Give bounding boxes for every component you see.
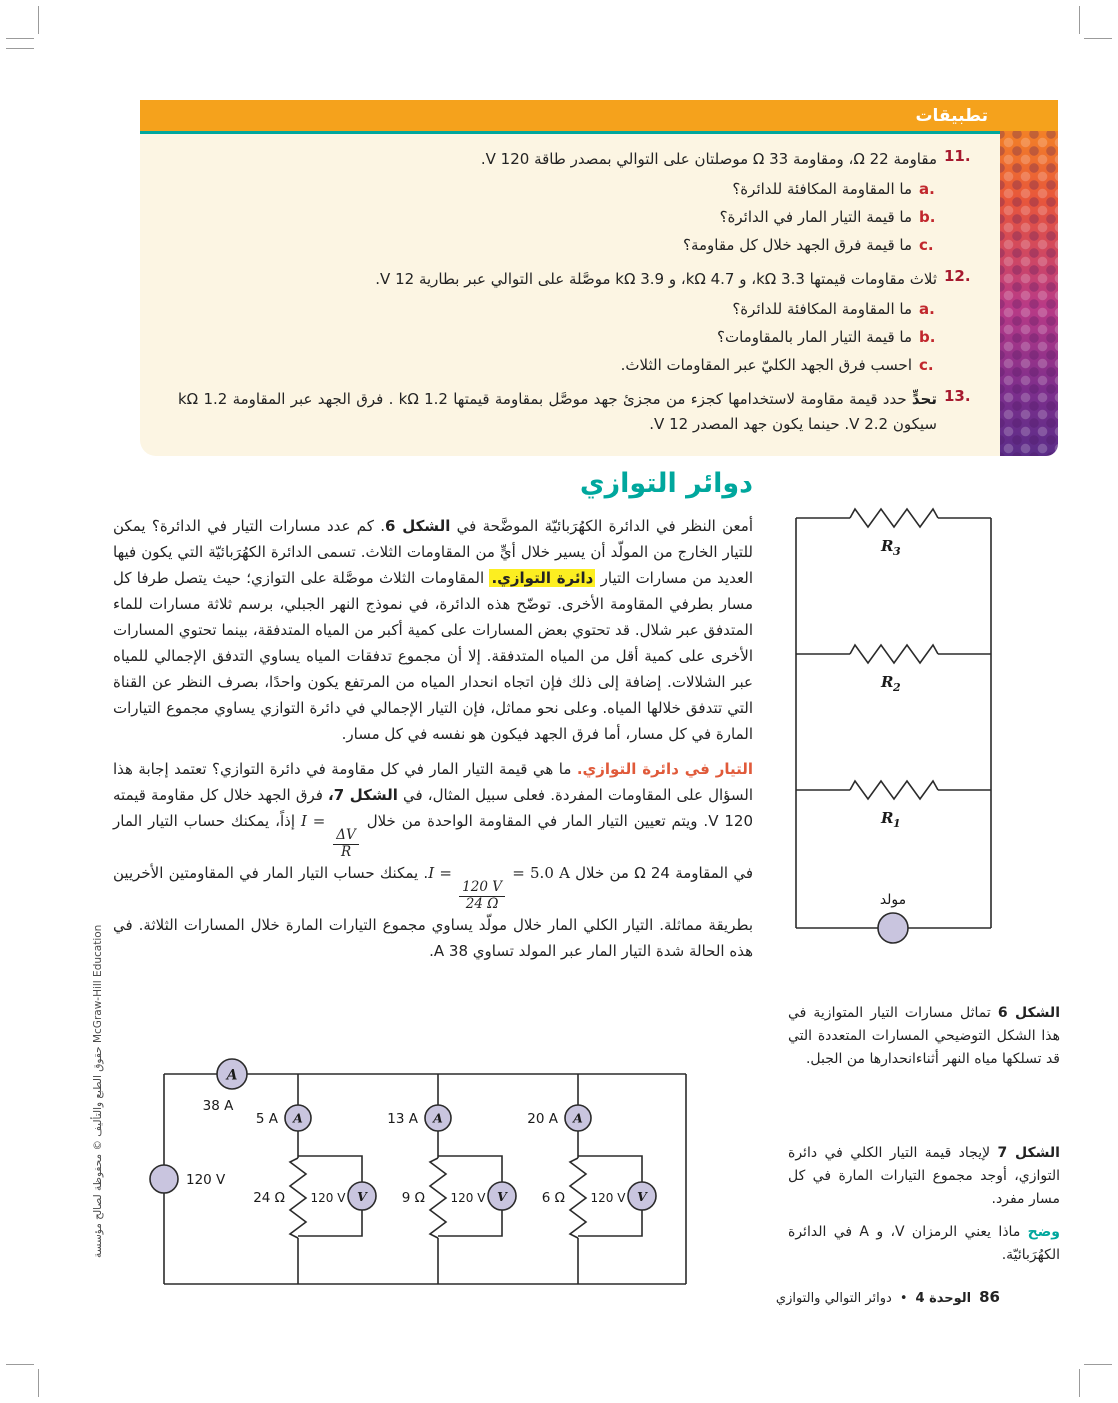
crop-mark <box>38 1369 39 1397</box>
resistor-label: R <box>881 809 894 827</box>
applications-box <box>140 100 1058 456</box>
figure7-caption <box>788 1142 1060 1267</box>
parallel-circuit-diagram <box>786 504 1001 969</box>
decorative-dots-strip <box>1000 100 1058 456</box>
problem-part-c <box>178 234 936 256</box>
equation-lhs: I = <box>428 864 458 883</box>
resistance-label: 9 Ω <box>401 1190 425 1206</box>
crop-mark <box>6 48 34 49</box>
applications-title: تطبيقات <box>915 105 988 126</box>
figure7 <box>146 1046 702 1300</box>
resistor-label: R <box>881 537 894 555</box>
resistor-subscript: 2 <box>893 681 901 694</box>
part-label: b. <box>919 328 936 346</box>
part-label: a. <box>919 180 935 198</box>
section-heading: دوائر التوازي <box>579 468 753 499</box>
problem-13 <box>178 387 974 437</box>
part-label: a. <box>919 300 935 318</box>
generator-label: مولد <box>879 892 907 908</box>
power-source-icon <box>150 1165 178 1193</box>
voltmeter-reading-label: 120 V <box>590 1191 626 1205</box>
figure-reference: الشكل 6 <box>384 517 451 535</box>
page-footer <box>776 1288 1000 1306</box>
highlighted-term: دائرة التوازي. <box>491 569 594 587</box>
voltmeter-reading-label: 120 V <box>310 1191 346 1205</box>
voltmeter-letter: V <box>497 1189 507 1204</box>
crop-mark <box>1079 1369 1080 1397</box>
crop-mark <box>1084 1364 1112 1365</box>
part-text: ما قيمة التيار المار في الدائرة؟ <box>719 208 912 226</box>
main-ammeter-letter: A <box>226 1067 238 1084</box>
problem-part-c <box>178 354 936 376</box>
page-number: 86 <box>979 1288 1000 1306</box>
problem-text: ثلاث مقاومات قيمتها 3.3 kΩ، و 4.7 kΩ، و 3.9 kΩ موصَّلة على التوالي عبر بطارية 12 V. <box>375 270 937 288</box>
branch2-resistor-icon <box>430 1158 446 1238</box>
resistor-r2-icon <box>850 645 938 663</box>
figure7-caption-text: لإيجاد قيمة التيار الكلي في دائرة التوازي، أوجد مجموع التيارات المارة في كل مسار مفرد. <box>788 1145 1060 1207</box>
resistance-label: 24 Ω <box>253 1190 285 1206</box>
part-label: c. <box>919 356 934 374</box>
figure6-caption <box>788 1002 1060 1071</box>
problem-number: 12. <box>944 267 971 285</box>
crop-mark <box>38 6 39 34</box>
fraction-denominator: R <box>340 843 352 860</box>
crop-mark <box>1079 6 1080 34</box>
problem-part-b <box>178 206 936 228</box>
voltmeter-letter: V <box>637 1189 647 1204</box>
figure6-caption-text: تماثل مسارات التيار المتوازية في هذا الشكل التوضيحي المسارات المتعددة التي قد تسلكها مياه النهر أثناءانحدارها من الجبل. <box>788 1005 1060 1067</box>
ammeter-voltmeter-circuit-diagram <box>146 1046 702 1296</box>
crop-mark <box>6 1364 34 1365</box>
branch3-resistor-icon <box>570 1158 586 1238</box>
ammeter-letter: A <box>433 1110 443 1126</box>
applications-header-bar <box>140 100 1058 131</box>
figure7-caption-label: الشكل 7 <box>997 1145 1060 1161</box>
resistor-subscript: 3 <box>893 545 901 558</box>
footer-bullet: • <box>899 1291 908 1306</box>
generator-icon <box>878 913 908 943</box>
branch-current-label: 5 A <box>255 1111 278 1127</box>
teal-divider <box>140 131 1000 134</box>
problem-part-a <box>178 178 936 200</box>
problem-11 <box>178 147 974 256</box>
figure-reference: الشكل 7، <box>328 786 398 804</box>
main-current-label: 38 A <box>202 1098 234 1114</box>
paragraph-text: فرق الجهد خلال كل مقاومة قيمته 120 V. ويتم تعيين التيار المار في المقاومة الواحدة من خلال <box>113 786 754 830</box>
equation-lhs: I = <box>300 812 332 830</box>
problem-number: 13. <box>944 387 971 405</box>
part-text: ما المقاومة المكافئة للدائرة؟ <box>732 300 912 318</box>
fraction <box>333 828 359 860</box>
fraction <box>459 880 505 912</box>
resistor-subscript: 1 <box>893 817 901 830</box>
crop-mark <box>1084 38 1112 39</box>
paragraph-text: . يمكنك حساب التيار المار في المقاومتين الأخريين بطريقة مماثلة. التيار الكلي المار خلال مولّد يساوي مجموع التيارات المارة خلال المسارات الثلاثة. في هذه الحالة شدة التيار المار عبر المولد تساوي 38 A. <box>113 864 753 961</box>
copyright-sidebar: حقوق الطبع والتأليف © محفوظة لصالح مؤسسة McGraw-Hill Education <box>92 924 104 1258</box>
part-text: ما المقاومة المكافئة للدائرة؟ <box>732 180 912 198</box>
problem-text <box>178 387 937 437</box>
clarify-text: ماذا يعني الرمزان V، و A في الدائرة الكهُرَبائيّة. <box>788 1224 1060 1263</box>
figure6-caption-label: الشكل 6 <box>997 1005 1060 1021</box>
paragraph-text: . كم عدد مسارات التيار في الدائرة؟ يمكن للتيار الخارج من المولّد أن يسير خلال أيٍّ من المقاومات الثلاث. تسمى الدائرة الكهُرَبائيّة التي يكون فيها العديد من مسارات التيار <box>113 517 754 587</box>
unit-label: الوحدة 4 <box>915 1291 972 1306</box>
subsection-lead: التيار في دائرة التوازي. <box>576 760 753 778</box>
part-text: ما قيمة فرق الجهد خلال كل مقاومة؟ <box>682 236 912 254</box>
voltmeter-reading-label: 120 V <box>450 1191 486 1205</box>
clarify-label: وضح <box>1027 1224 1060 1240</box>
equation-rhs: = 5.0 A <box>506 864 570 883</box>
challenge-label: تحدٍّ <box>911 390 937 408</box>
current-paragraph <box>113 756 753 964</box>
part-label: c. <box>919 236 934 254</box>
problem-12 <box>178 267 974 376</box>
ammeter-letter: A <box>293 1110 303 1126</box>
paragraph-text: المقاومات الثلاث موصَّلة على التوازي؛ حيث يتصل طرفا كل مسار بطرفي المقاومة الأخرى. توضّح هذه الدائرة، في نموذج النهر الجبلي، برسم ثلاثة مسارات للماء المتدفق عبر شلال. قد تحتوي بعض المسارات على كمية أكبر من المياه المتدفقة، بينما تحتوي المسارات الأخرى على كمية أقل من المياه المتدفقة. إلا أن مجموع تدفقات المياه يساوي التدفق الإجمالي للمياه عبر الشلالات. إضافة إلى ذلك فإن اتجاه انحدار المياه من المرتفع يكون واحدًا، بصرف النظر عن القناة التي تتدفق خلالها المياه. وعلى نحو مماثل، فإن التيار الإجمالي في دائرة التوازي يساوي مجموع التيارات المارة في كل مسار، أما فرق الجهد فيكون هو نفسه في كل مسار. <box>113 569 753 743</box>
problem-text: مقاومة 22 Ω، ومقاومة 33 Ω موصلتان على التوالي بمصدر طاقة 120 V. <box>480 150 937 168</box>
problem-number: 11. <box>944 147 971 165</box>
part-text: ما قيمة التيار المار بالمقاومات؟ <box>717 328 912 346</box>
voltmeter-letter: V <box>357 1189 367 1204</box>
branch-current-label: 13 A <box>387 1111 418 1127</box>
paragraph-text: أمعن النظر في الدائرة الكهُرَبائيّة الموضَّحة في <box>450 517 753 535</box>
problem-part-b <box>178 326 936 348</box>
main-text-column <box>113 468 753 964</box>
challenge-text: حدد قيمة مقاومة لاستخدامها كجزء من مجزئ جهد موصَّل بمقاومة قيمتها 1.2 kΩ . فرق الجهد عبر المقاومة 1.2 kΩ سيكون 2.2 V. حينما يكون جهد المصدر 12 V. <box>178 390 937 433</box>
part-text: احسب فرق الجهد الكليّ عبر المقاومات الثلاث. <box>620 356 912 374</box>
resistor-r3-icon <box>850 509 938 527</box>
fraction-denominator: 24 Ω <box>465 895 499 912</box>
chapter-title: دوائر التوالي والتوازي <box>775 1291 892 1306</box>
branch-current-label: 20 A <box>527 1111 558 1127</box>
applications-content <box>140 134 1000 456</box>
intro-paragraph <box>113 513 753 747</box>
fraction-numerator: 120 V <box>459 880 505 897</box>
crop-mark <box>6 38 34 39</box>
ammeter-letter: A <box>573 1110 583 1126</box>
resistor-label: R <box>881 673 894 691</box>
paragraph-text: ما هي قيمة التيار المار في كل مقاومة في دائرة التوازي؟ تعتمد إجابة هذا السؤال على المقاومات المفردة. فعلى سبيل المثال، في <box>113 760 754 804</box>
problem-part-a <box>178 298 936 320</box>
part-label: b. <box>919 208 936 226</box>
resistor-r1-icon <box>850 781 938 799</box>
clarify-prompt <box>788 1221 1060 1267</box>
fraction-numerator: ΔV <box>333 828 359 845</box>
source-voltage-label: 120 V <box>186 1172 226 1188</box>
branch1-resistor-icon <box>290 1158 306 1238</box>
resistance-label: 6 Ω <box>541 1190 565 1206</box>
paragraph-text: إذاً، يمكنك حساب التيار المار في المقاومة 24 Ω من خلال <box>113 812 753 883</box>
figure6 <box>786 504 1001 973</box>
